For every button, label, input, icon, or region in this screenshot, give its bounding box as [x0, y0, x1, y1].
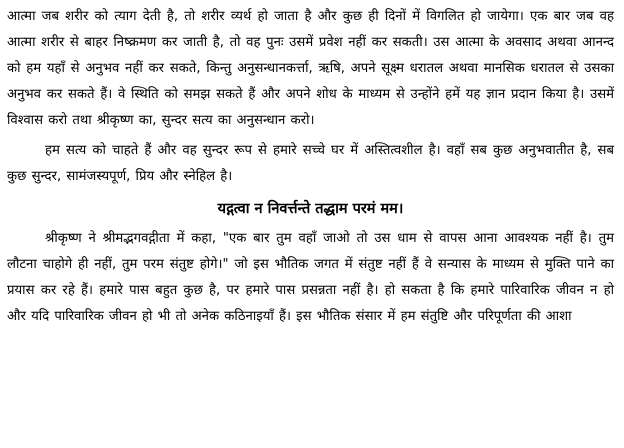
- gita-verse: यद्गत्वा न निवर्त्तन्ते तद्धाम परमं मम।: [217, 201, 404, 217]
- paragraph-soul-body: आत्मा जब शरीर को त्याग देती है, तो शरीर व्यर्थ हो जाता है और कुछ ही दिनों में विगलित हो जायेगा। एक बार जब वह आत्मा शरीर से बाहर निष्क्रमण कर जाती है, तो वह पुनः उसमें प्रवेश नहीं कर सकती। उस आत्मा के अवसाद अथवा आनन्द को हम यहाँ से अनुभव नहीं कर सकते, किन्तु अनुसन्धानकर्त्ता, ऋषि, अपने सूक्ष्म धरातल अथवा मानसिक धरातल से उसका अनुभव कर सकते हैं। वे स्थिति को समझ सकते हैं और अपने शोध के माध्यम से उन्होंने हमें यह ज्ञान प्रदान किया है। उसमें विश्वास करो तथा श्रीकृष्ण का, सुन्दर सत्य का अनुसन्धान करो।: [7, 9, 614, 128]
- paragraph-krishna-quote: श्रीकृष्ण ने श्रीमद्भगवद्गीता में कहा, "एक बार तुम वहाँ जाओ तो उस धाम से वापस आना आवश्यक नहीं है। तुम लौटना चाहोगे ही नहीं, तुम परम संतुष्ट होगे।" जो इस भौतिक जगत में संतुष्ट नहीं हैं वे सन्यास के माध्यम से मुक्ति पाने का प्रयास कर रहे हैं। हमारे पास बहुत कुछ है, पर हमारे पास प्रसन्नता नहीं है। हो सकता है कि हमारे पारिवारिक जीवन न हो और यदि पारिवारिक जीवन हो भी तो अनेक कठिनाइयाँ हैं। इस भौतिक संसार में हम संतुष्टि और परिपूर्णता की आशा: [7, 231, 614, 324]
- paragraph-truth-home: हम सत्य को चाहते हैं और वह सुन्दर रूप से हमारे सच्चे घर में अस्तित्वशील है। वहाँ सब कुछ अनुभवातीत है, सब कुछ सुन्दर, सामंजस्यपूर्ण, प्रिय और स्नेहिल है।: [7, 143, 614, 184]
